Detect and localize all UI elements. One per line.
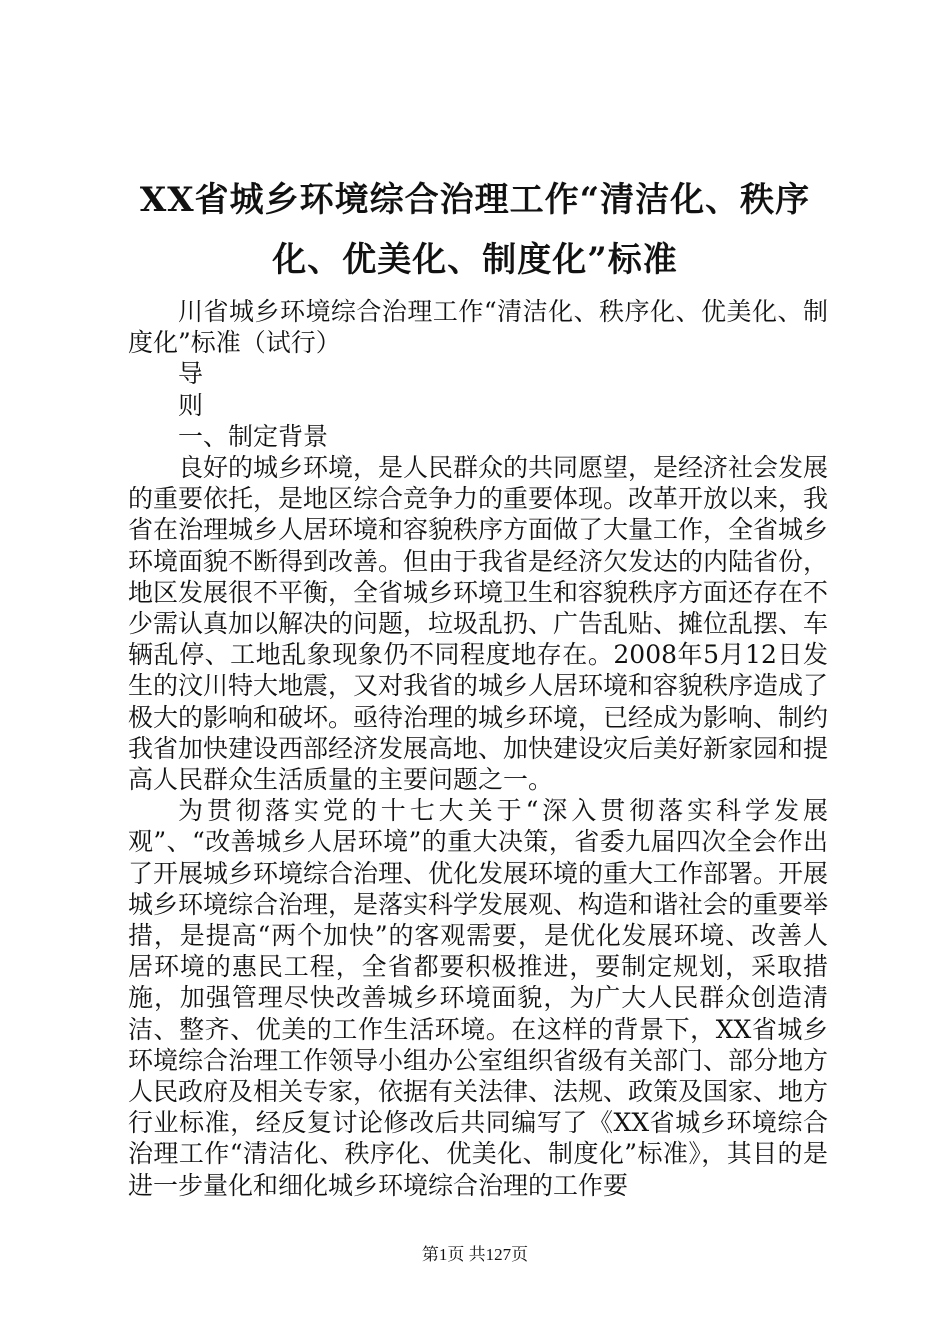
document-body [128,296,828,1201]
subtitle-paragraph: 川省城乡环境综合治理工作“清洁化、秩序化、优美化、制度化”标准（试行） [128,297,828,358]
section-heading: 一、制定背景 [178,421,329,451]
body-paragraph-2: 为贯彻落实党的十七大关于“深入贯彻落实科学发展观”、“改善城乡人居环境”的重大决策，省委九届四次全会作出了开展城乡环境综合治理、优化发展环境的重大工作部署。开展城乡环境综合治理，是落实科学发展观、构造和谐社会的重要举措，是提高“两个加快”的客观需要，是优化发展环境、改善人居环境的惠民工程，全省都要积极推进，要制定规划，采取措施，加强管理尽快改善城乡环境面貌，为广大人民群众创造清洁、整齐、优美的工作生活环境。在这样的背景下，XX省城乡环境综合治理工作领导小组办公室组织省级有关部门、部分地方人民政府及相关专家，依据有关法律、法规、政策及国家、地方行业标准，经反复讨论修改后共同编写了《XX省城乡环境综合治理工作“清洁化、秩序化、优美化、制度化”标准》，其目的是进一步量化和细化城乡环境综合治理的工作要 [128,796,829,1200]
document-title: XX省城乡环境综合治理工作“清洁化、秩序化、优美化、制度化”标准 [139,180,811,280]
page-number-footer: 第1页 共127页 [421,1245,529,1264]
body-paragraph-1: 良好的城乡环境，是人民群众的共同愿望，是经济社会发展的重要依托，是地区综合竞争力的重要体现。改革开放以来，我省在治理城乡人居环境和容貌秩序方面做了大量工作，全省城乡环境面貌不断得到改善。但由于我省是经济欠发达的内陆省份，地区发展很不平衡，全省城乡环境卫生和容貌秩序方面还存在不少需认真加以解决的问题，垃圾乱扔、广告乱贴、摊位乱摆、车辆乱停、工地乱象现象仍不同程度地存在。2008年5月12日发生的汶川特大地震，又对我省的城乡人居环境和容貌秩序造成了极大的影响和破坏。亟待治理的城乡环境，已经成为影响、制约我省加快建设西部经济发展高地、加快建设灾后美好新家园和提高人民群众生活质量的主要问题之一。 [128,453,829,795]
guide-heading-char-1: 导 [178,359,204,389]
guide-heading-char-2: 则 [178,390,204,420]
